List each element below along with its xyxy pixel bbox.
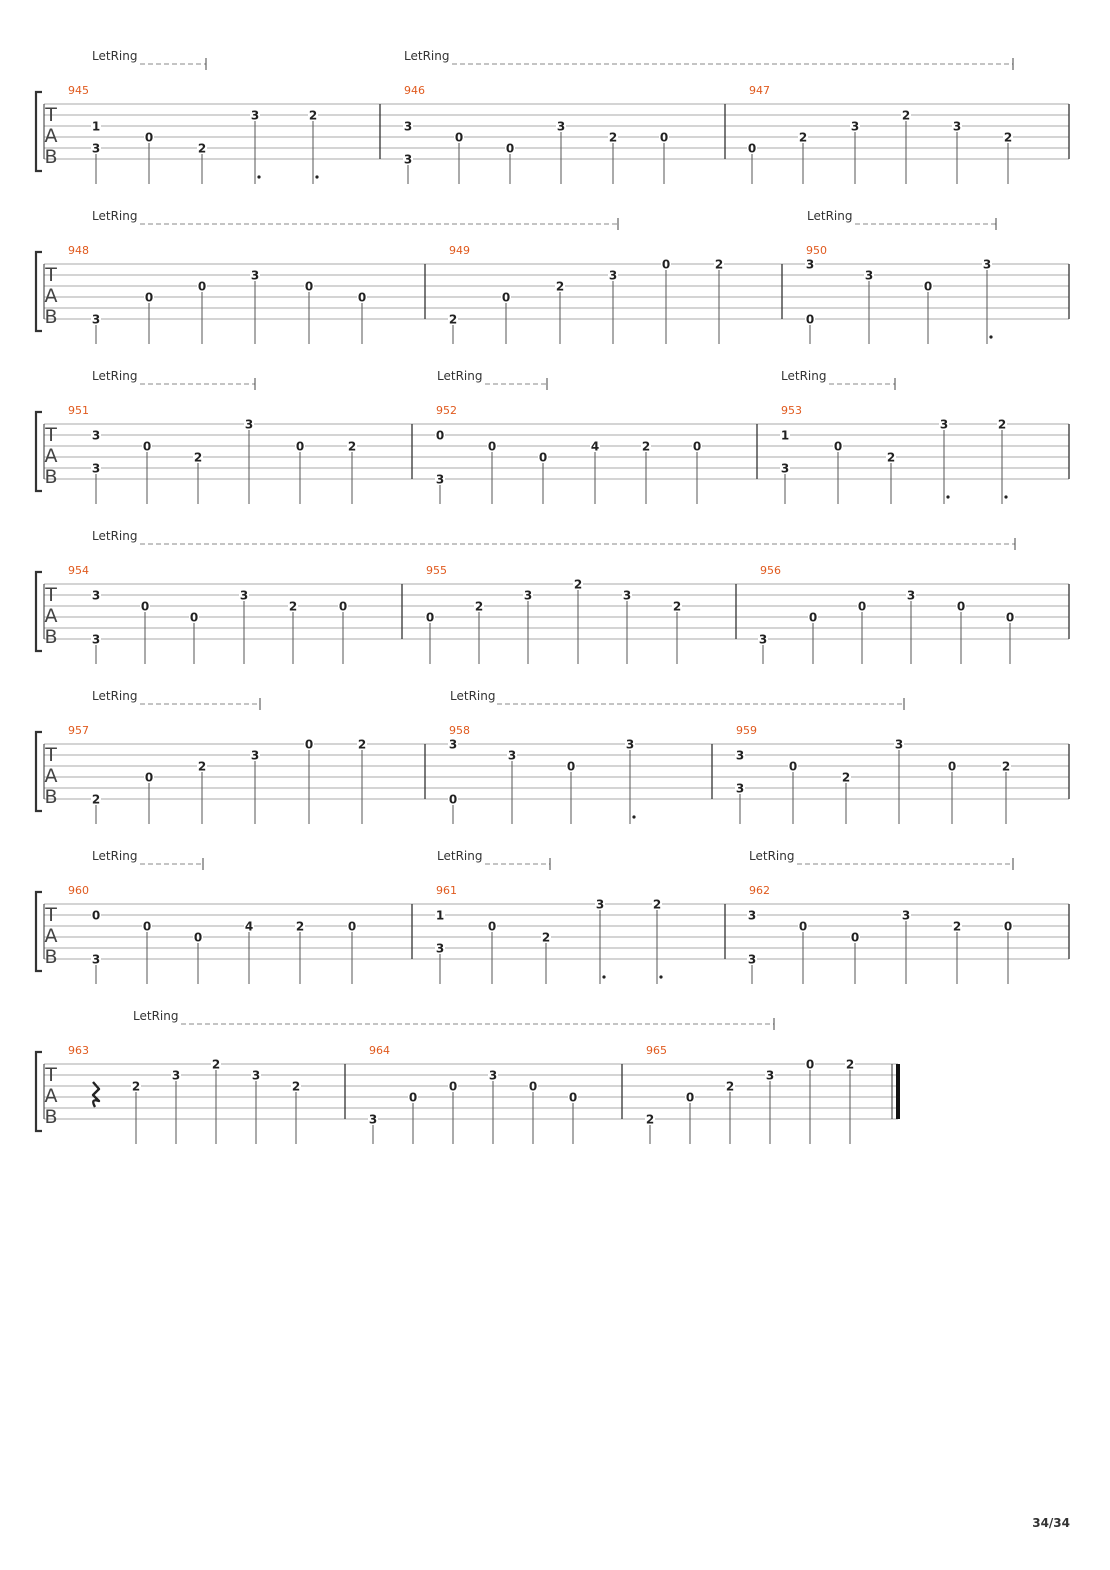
fret-number: 3 (758, 632, 768, 647)
measure (747, 884, 1013, 984)
fret-number: 2 (448, 312, 458, 327)
measure-number: 965 (646, 1044, 667, 1057)
staff-system (36, 529, 1069, 664)
fret-number: 3 (595, 897, 605, 912)
fret-number: 1 (91, 119, 101, 134)
fret-number: 2 (798, 130, 808, 145)
fret-number: 3 (906, 588, 916, 603)
measure (368, 1044, 578, 1144)
fret-number: 3 (91, 952, 101, 967)
fret-number: 3 (250, 268, 260, 283)
fret-number: 0 (435, 428, 445, 443)
fret-number: 0 (501, 290, 511, 305)
fret-number: 2 (347, 439, 357, 454)
system-bracket (36, 1052, 42, 1131)
fret-number: 0 (788, 759, 798, 774)
fret-number: 2 (672, 599, 682, 614)
fret-number: 0 (805, 1057, 815, 1072)
fret-number: 1 (435, 908, 445, 923)
let-ring-label: LetRing (92, 689, 138, 703)
fret-number: 3 (403, 152, 413, 167)
fret-number: 2 (474, 599, 484, 614)
fret-number: 0 (347, 919, 357, 934)
let-ring-marking (92, 209, 618, 230)
fret-number: 0 (142, 439, 152, 454)
measure (435, 884, 663, 984)
fret-number: 3 (901, 908, 911, 923)
tab-clef-letter: B (44, 146, 58, 168)
fret-number: 2 (1001, 759, 1011, 774)
fret-number: 3 (625, 737, 635, 752)
tab-clef-letter: B (44, 946, 58, 968)
fret-number: 0 (338, 599, 348, 614)
fret-number: 2 (197, 759, 207, 774)
fret-number: 1 (780, 428, 790, 443)
fret-number: 0 (857, 599, 867, 614)
fret-number: 3 (91, 141, 101, 156)
tab-clef-letter: B (44, 466, 58, 488)
fret-number: 0 (197, 279, 207, 294)
let-ring-marking (92, 49, 206, 70)
fret-number: 3 (250, 748, 260, 763)
tab-clef-letter: B (44, 306, 58, 328)
fret-number: 2 (997, 417, 1007, 432)
let-ring-marking (92, 849, 203, 870)
fret-number: 0 (487, 439, 497, 454)
fret-number: 3 (448, 737, 458, 752)
system-bracket (36, 732, 42, 811)
fret-number: 3 (894, 737, 904, 752)
fret-number: 2 (295, 919, 305, 934)
let-ring-label: LetRing (749, 849, 795, 863)
fret-number: 2 (131, 1079, 141, 1094)
fret-number: 3 (91, 461, 101, 476)
fret-number: 2 (541, 930, 551, 945)
fret-number: 3 (805, 257, 815, 272)
let-ring-marking (749, 849, 1013, 870)
fret-number: 0 (142, 919, 152, 934)
let-ring-label: LetRing (92, 49, 138, 63)
tab-clef-letter: A (44, 285, 58, 307)
fret-number: 0 (144, 290, 154, 305)
fret-number: 0 (454, 130, 464, 145)
measure-number: 953 (781, 404, 802, 417)
fret-number: 0 (923, 279, 933, 294)
let-ring-marking (92, 369, 255, 390)
measure-number: 962 (749, 884, 770, 897)
fret-number: 2 (555, 279, 565, 294)
measure (68, 884, 357, 984)
let-ring-marking (450, 689, 904, 710)
fret-number: 0 (295, 439, 305, 454)
fret-number: 0 (1005, 610, 1015, 625)
fret-number: 2 (725, 1079, 735, 1094)
fret-number: 2 (714, 257, 724, 272)
measure (68, 564, 348, 664)
fret-number: 0 (144, 130, 154, 145)
tab-clef-letter: A (44, 125, 58, 147)
fret-number: 0 (747, 141, 757, 156)
fret-number: 0 (304, 279, 314, 294)
system-bracket (36, 252, 42, 331)
let-ring-label: LetRing (807, 209, 853, 223)
tab-clef-letter: A (44, 1085, 58, 1107)
fret-number: 3 (780, 461, 790, 476)
fret-number: 3 (250, 108, 260, 123)
fret-number: 0 (91, 908, 101, 923)
fret-number: 0 (659, 130, 669, 145)
fret-number: 0 (487, 919, 497, 934)
fret-number: 0 (566, 759, 576, 774)
fret-number: 0 (956, 599, 966, 614)
measure (68, 84, 319, 184)
measure (805, 244, 993, 344)
fret-number: 3 (523, 588, 533, 603)
fret-number: 0 (425, 610, 435, 625)
measure-number: 946 (404, 84, 425, 97)
fret-number: 3 (251, 1068, 261, 1083)
fret-number: 2 (197, 141, 207, 156)
fret-number: 0 (850, 930, 860, 945)
fret-number: 2 (608, 130, 618, 145)
tab-clef-letter: A (44, 765, 58, 787)
measure-number: 947 (749, 84, 770, 97)
let-ring-marking (92, 689, 260, 710)
tab-clef-letter: B (44, 626, 58, 648)
fret-number: 0 (692, 439, 702, 454)
tab-clef-letter: T (45, 584, 57, 606)
fret-number: 3 (244, 417, 254, 432)
fret-number: 2 (901, 108, 911, 123)
fret-number: 2 (845, 1057, 855, 1072)
fret-number: 0 (304, 737, 314, 752)
tab-clef-letter: T (45, 904, 57, 926)
measure (68, 244, 367, 344)
fret-number: 3 (608, 268, 618, 283)
tab-clef-letter: T (45, 264, 57, 286)
fret-number: 0 (193, 930, 203, 945)
let-ring-label: LetRing (437, 369, 483, 383)
measure-number: 952 (436, 404, 457, 417)
let-ring-marking (781, 369, 895, 390)
fret-number: 3 (171, 1068, 181, 1083)
let-ring-label: LetRing (133, 1009, 179, 1023)
fret-number: 2 (841, 770, 851, 785)
page-number: 34/34 (1032, 1516, 1070, 1530)
fret-number: 0 (798, 919, 808, 934)
measure-number: 951 (68, 404, 89, 417)
fret-number: 3 (488, 1068, 498, 1083)
tab-clef-letter: T (45, 424, 57, 446)
fret-number: 3 (939, 417, 949, 432)
measure (758, 564, 1015, 664)
measure (448, 244, 724, 344)
fret-number: 3 (864, 268, 874, 283)
let-ring-label: LetRing (92, 529, 138, 543)
fret-number: 2 (91, 792, 101, 807)
rhythm-dot (989, 335, 992, 338)
tab-clef-letter: T (45, 104, 57, 126)
rhythm-dot (315, 175, 318, 178)
fret-number: 4 (590, 439, 600, 454)
staff-system (36, 209, 1069, 344)
fret-number: 2 (193, 450, 203, 465)
fret-number: 0 (685, 1090, 695, 1105)
measure-number: 959 (736, 724, 757, 737)
measure (425, 564, 682, 664)
fret-number: 3 (622, 588, 632, 603)
tab-clef-letter: A (44, 925, 58, 947)
let-ring-label: LetRing (92, 849, 138, 863)
fret-number: 0 (805, 312, 815, 327)
measure-number: 954 (68, 564, 89, 577)
fret-number: 3 (556, 119, 566, 134)
fret-number: 0 (568, 1090, 578, 1105)
fret-number: 2 (641, 439, 651, 454)
tab-clef-letter: B (44, 786, 58, 808)
measure (735, 724, 1011, 824)
fret-number: 3 (239, 588, 249, 603)
fret-number: 4 (244, 919, 254, 934)
measure (68, 404, 357, 504)
fret-number: 0 (947, 759, 957, 774)
measure-number: 955 (426, 564, 447, 577)
fret-number: 0 (833, 439, 843, 454)
fret-number: 2 (288, 599, 298, 614)
fret-number: 0 (661, 257, 671, 272)
let-ring-marking (437, 849, 550, 870)
measure-number: 950 (806, 244, 827, 257)
fret-number: 0 (505, 141, 515, 156)
staff-system (36, 849, 1069, 984)
staff-system (36, 369, 1069, 504)
fret-number: 2 (573, 577, 583, 592)
fret-number: 3 (747, 908, 757, 923)
fret-number: 3 (735, 781, 745, 796)
fret-number: 3 (435, 941, 445, 956)
measure-number: 958 (449, 724, 470, 737)
let-ring-label: LetRing (437, 849, 483, 863)
fret-number: 3 (91, 428, 101, 443)
measure-number: 964 (369, 1044, 390, 1057)
fret-number: 0 (144, 770, 154, 785)
tab-clef-letter: A (44, 605, 58, 627)
fret-number: 2 (886, 450, 896, 465)
fret-number: 3 (435, 472, 445, 487)
measure (780, 404, 1008, 504)
measure (403, 84, 669, 184)
let-ring-marking (404, 49, 1013, 70)
fret-number: 3 (850, 119, 860, 134)
fret-number: 3 (91, 588, 101, 603)
fret-number: 0 (538, 450, 548, 465)
measure-number: 949 (449, 244, 470, 257)
system-bracket (36, 572, 42, 651)
system-bracket (36, 92, 42, 171)
fret-number: 0 (448, 1079, 458, 1094)
fret-number: 3 (368, 1112, 378, 1127)
rhythm-dot (659, 975, 662, 978)
let-ring-label: LetRing (450, 689, 496, 703)
fret-number: 3 (952, 119, 962, 134)
fret-number: 2 (308, 108, 318, 123)
fret-number: 0 (528, 1079, 538, 1094)
let-ring-marking (807, 209, 996, 230)
let-ring-label: LetRing (404, 49, 450, 63)
fret-number: 0 (189, 610, 199, 625)
measure-number: 945 (68, 84, 89, 97)
fret-number: 0 (808, 610, 818, 625)
measure-number: 957 (68, 724, 89, 737)
staff-system (36, 689, 1069, 824)
tab-clef-letter: T (45, 1064, 57, 1086)
rhythm-dot (602, 975, 605, 978)
system-bracket (36, 412, 42, 491)
staff-system (36, 1009, 900, 1144)
fret-number: 3 (982, 257, 992, 272)
fret-number: 3 (735, 748, 745, 763)
fret-number: 3 (91, 312, 101, 327)
fret-number: 2 (357, 737, 367, 752)
fret-number: 3 (403, 119, 413, 134)
staff-system (36, 49, 1069, 184)
fret-number: 2 (211, 1057, 221, 1072)
fret-number: 2 (645, 1112, 655, 1127)
fret-number: 0 (140, 599, 150, 614)
measure-number: 956 (760, 564, 781, 577)
rhythm-dot (257, 175, 260, 178)
measure (68, 1044, 301, 1144)
measure (645, 1044, 855, 1144)
fret-number: 2 (652, 897, 662, 912)
fret-number: 0 (1003, 919, 1013, 934)
measure (435, 404, 702, 504)
fret-number: 2 (952, 919, 962, 934)
tab-clef-letter: T (45, 744, 57, 766)
measure-number: 963 (68, 1044, 89, 1057)
fret-number: 2 (291, 1079, 301, 1094)
measure-number: 960 (68, 884, 89, 897)
measure-number: 961 (436, 884, 457, 897)
let-ring-marking (133, 1009, 774, 1030)
fret-number: 0 (448, 792, 458, 807)
let-ring-label: LetRing (92, 209, 138, 223)
measure (68, 724, 367, 824)
let-ring-marking (437, 369, 547, 390)
let-ring-marking (92, 529, 1015, 550)
final-barline-thick (896, 1064, 900, 1119)
tab-clef-letter: A (44, 445, 58, 467)
fret-number: 0 (357, 290, 367, 305)
let-ring-label: LetRing (92, 369, 138, 383)
tab-clef-letter: B (44, 1106, 58, 1128)
let-ring-label: LetRing (781, 369, 827, 383)
fret-number: 3 (91, 632, 101, 647)
fret-number: 3 (747, 952, 757, 967)
fret-number: 3 (507, 748, 517, 763)
fret-number: 2 (1003, 130, 1013, 145)
rhythm-dot (632, 815, 635, 818)
rhythm-dot (1004, 495, 1007, 498)
measure (448, 724, 636, 824)
measure-number: 948 (68, 244, 89, 257)
fret-number: 3 (765, 1068, 775, 1083)
measure (747, 84, 1013, 184)
rhythm-dot (946, 495, 949, 498)
system-bracket (36, 892, 42, 971)
fret-number: 0 (408, 1090, 418, 1105)
